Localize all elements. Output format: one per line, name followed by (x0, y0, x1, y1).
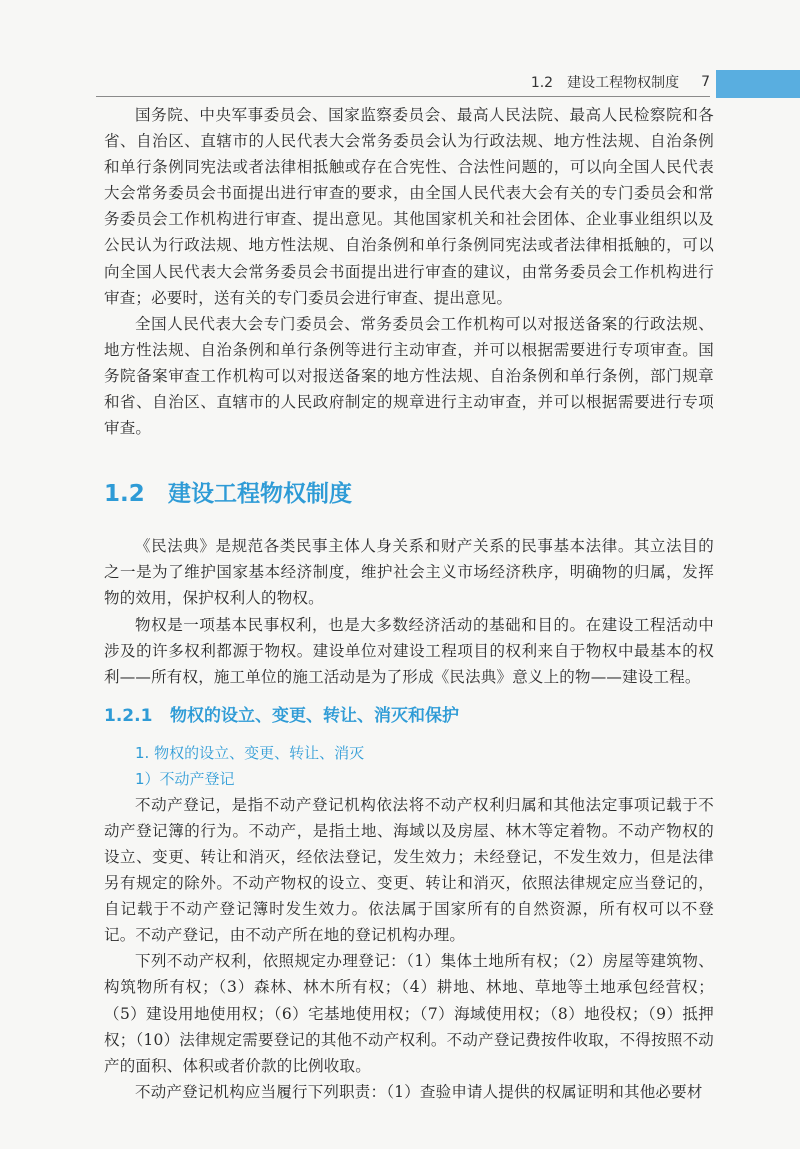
subsection-heading (104, 704, 714, 728)
body-paragraph: 国务院、中央军事委员会、国家监察委员会、最高人民法院、最高人民检察院和各省、自治区、直辖市的人民代表大会常务委员会认为行政法规、地方性法规、自治条例和单行条例同宪法或者法律相抵触或存在合宪性、合法性问题的，可以向全国人民代表大会常务委员会书面提出进行审查的要求，由全国人民代表大会有关的专门委员会和常务委员会工作机构进行审查、提出意见。其他国家机关和社会团体、企业事业组织以及公民认为行政法规、地方性法规、自治条例和单行条例同宪法或者法律相抵触的，可以向全国人民代表大会常务委员会书面提出进行审查的建议，由常务委员会工作机构进行审查；必要时，送有关的专门委员会进行审查、提出意见。 (104, 106, 714, 307)
header-rule (96, 96, 710, 97)
subsection-number: 1.2.1 (104, 705, 153, 726)
section-number: 1.2 (104, 481, 145, 508)
body-paragraph: 不动产登记机构应当履行下列职责：（1）查验申请人提供的权属证明和其他必要材 (135, 1082, 703, 1101)
chapter-tab (716, 70, 800, 98)
body-paragraph: 不动产登记，是指不动产登记机构依法将不动产权利归属和其他法定事项记载于不动产登记簿的行为。不动产，是指土地、海域以及房屋、林木等定着物。不动产物权的设立、变更、转让和消灭，经依法登记，发生效力；未经登记，不发生效力，但是法律另有规定的除外。不动产物权的设立、变更、转让和消灭，依照法律规定应当登记的，自记载于不动产登记簿时发生效力。依法属于国家所有的自然资源，所有权可以不登记。不动产登记，由不动产所在地的登记机构办理。 (104, 795, 714, 945)
body-paragraph: 物权是一项基本民事权利，也是大多数经济活动的基础和目的。在建设工程活动中涉及的许多权利都源于物权。建设单位对建设工程项目的权利来自于物权中最基本的权利——所有权，施工单位的施工活动是为了形成《民法典》意义上的物——建设工程。 (104, 615, 714, 686)
body-paragraph: 下列不动产权利，依照规定办理登记：（1）集体土地所有权；（2）房屋等建筑物、构筑物所有权；（3）森林、林木所有权；（4）耕地、林地、草地等土地承包经营权；（5）建设用地使用权；（6）宅基地使用权；（7）海域使用权；（8）地役权；（9）抵押权；（10）法律规定需要登记的其他不动产权利。不动产登记费按件收取，不得按照不动产的面积、体积或者价款的比例收取。 (104, 952, 714, 1075)
subsection-title: 物权的设立、变更、转让、消灭和保护 (170, 705, 459, 726)
item-heading-level1: 1. 物权的设立、变更、转让、消灭 (135, 743, 365, 762)
header-section-label: 1.2 建设工程物权制度 (530, 75, 680, 91)
running-header (96, 70, 710, 94)
body-paragraph: 《民法典》是规范各类民事主体人身关系和财产关系的民事基本法律。其立法目的之一是为了维护国家基本经济制度，维护社会主义市场经济秩序，明确物的归属，发挥物的效用，保护权利人的物权。 (104, 537, 714, 608)
page-number: 7 (701, 74, 710, 90)
body-paragraph: 全国人民代表大会专门委员会、常务委员会工作机构可以对报送备案的行政法规、地方性法规、自治条例和单行条例等进行主动审查，并可以根据需要进行专项审查。国务院备案审查工作机构可以对报送备案的地方性法规、自治条例和单行条例，部门规章和省、自治区、直辖市的人民政府制定的规章进行主动审查，并可以根据需要进行专项审查。 (104, 314, 714, 438)
page-body (104, 102, 714, 1105)
section-heading (104, 479, 714, 509)
section-title: 建设工程物权制度 (168, 481, 352, 508)
item-heading-level2: 1）不动产登记 (135, 769, 235, 788)
